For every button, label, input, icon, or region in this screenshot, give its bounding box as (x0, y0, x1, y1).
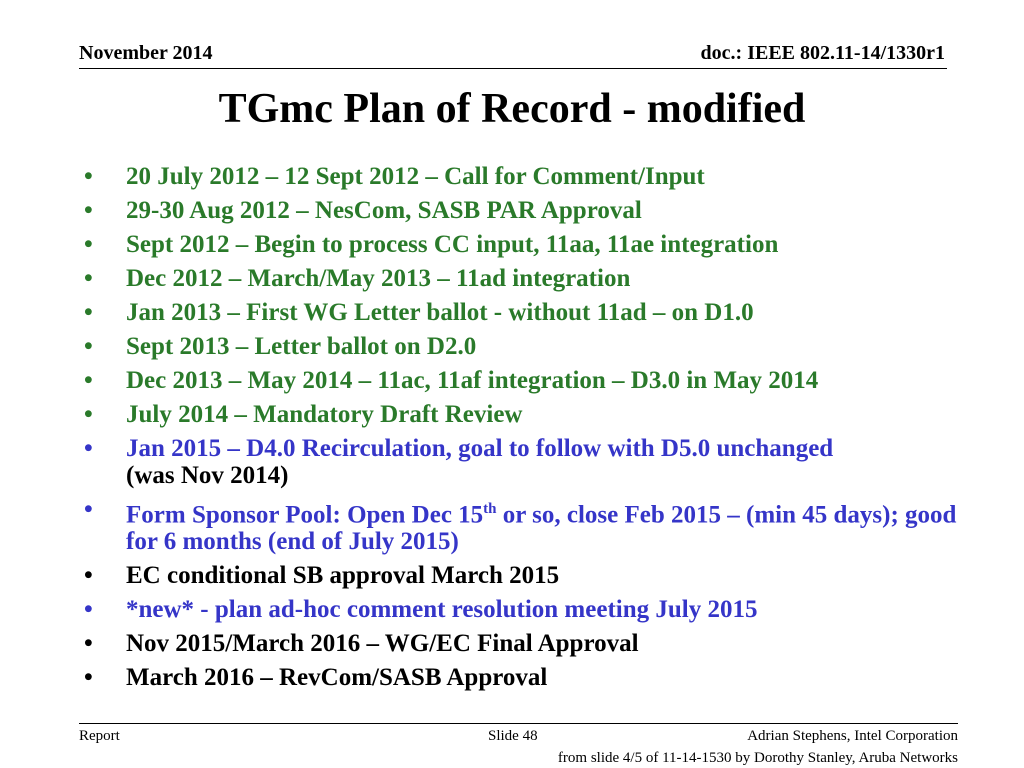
bullet-text: Form Sponsor Pool: Open Dec 15 (126, 501, 484, 529)
bullet-dot: • (84, 197, 93, 224)
bullet-text: Nov 2015/March 2016 – WG/EC Final Approval (126, 630, 639, 658)
header-date: November 2014 (79, 42, 213, 64)
bullet-item (80, 299, 960, 326)
bullet-dot: • (84, 299, 93, 326)
slide-number: Slide 48 (488, 728, 538, 744)
bullet-text: *new* - plan ad-hoc comment resolution meeting July 2015 (126, 596, 758, 624)
bullet-item (80, 401, 960, 428)
footer-label: Report (79, 728, 120, 744)
bullet-item (80, 596, 960, 623)
bullet-text: July 2014 – Mandatory Draft Review (126, 401, 523, 428)
bullet-item (80, 231, 960, 258)
bullet-item (80, 562, 960, 589)
slide-title: TGmc Plan of Record - modified (218, 86, 806, 132)
bullet-dot: • (84, 562, 93, 590)
bullet-text: March 2016 – RevCom/SASB Approval (126, 664, 548, 692)
bullet-note: (was Nov 2014) (126, 462, 289, 489)
header-divider (79, 68, 947, 69)
bullet-text: Sept 2012 – Begin to process CC input, 11aa, 11ae integration (126, 231, 779, 258)
bullet-dot: • (84, 630, 93, 658)
bullet-text: Dec 2012 – March/May 2013 – 11ad integration (126, 265, 631, 292)
bullet-item (80, 367, 960, 394)
bullet-text: 29-30 Aug 2012 – NesCom, SASB PAR Approval (126, 197, 642, 224)
bullet-dot: • (84, 496, 93, 523)
bullet-text-continued: or so, close Feb 2015 – (min 45 days); good for 6 months (end of July 2015) (126, 501, 957, 556)
footer-author: Adrian Stephens, Intel Corporation (747, 728, 958, 744)
bullet-item (80, 630, 960, 657)
footer-divider (79, 723, 958, 724)
bullet-item (80, 163, 960, 190)
bullet-dot: • (84, 163, 93, 190)
bullet-item (80, 664, 960, 691)
bullet-item (80, 265, 960, 292)
bullet-superscript: th (483, 501, 497, 517)
bullet-item (80, 435, 960, 489)
bullet-dot: • (84, 664, 93, 692)
bullet-dot: • (84, 596, 93, 624)
bullet-item (80, 333, 960, 360)
bullet-item (80, 496, 960, 555)
bullet-text: 20 July 2012 – 12 Sept 2012 – Call for Comment/Input (126, 163, 705, 190)
bullet-text: Dec 2013 – May 2014 – 11ac, 11af integration – D3.0 in May 2014 (126, 367, 819, 394)
bullet-dot: • (84, 265, 93, 292)
bullet-text: Jan 2013 – First WG Letter ballot - without 11ad – on D1.0 (126, 299, 754, 326)
bullet-dot: • (84, 333, 93, 360)
bullet-text: Jan 2015 – D4.0 Recirculation, goal to follow with D5.0 unchanged (126, 435, 834, 462)
bullet-text: Sept 2013 – Letter ballot on D2.0 (126, 333, 477, 360)
bullet-list (80, 163, 960, 698)
bullet-item (80, 197, 960, 224)
bullet-text: EC conditional SB approval March 2015 (126, 562, 560, 590)
header-doc-number: doc.: IEEE 802.11-14/1330r1 (700, 42, 945, 64)
footer-source: from slide 4/5 of 11-14-1530 by Dorothy Stanley, Aruba Networks (557, 750, 958, 766)
bullet-dot: • (84, 401, 93, 428)
bullet-dot: • (84, 367, 93, 394)
bullet-dot: • (84, 435, 93, 462)
bullet-dot: • (84, 231, 93, 258)
